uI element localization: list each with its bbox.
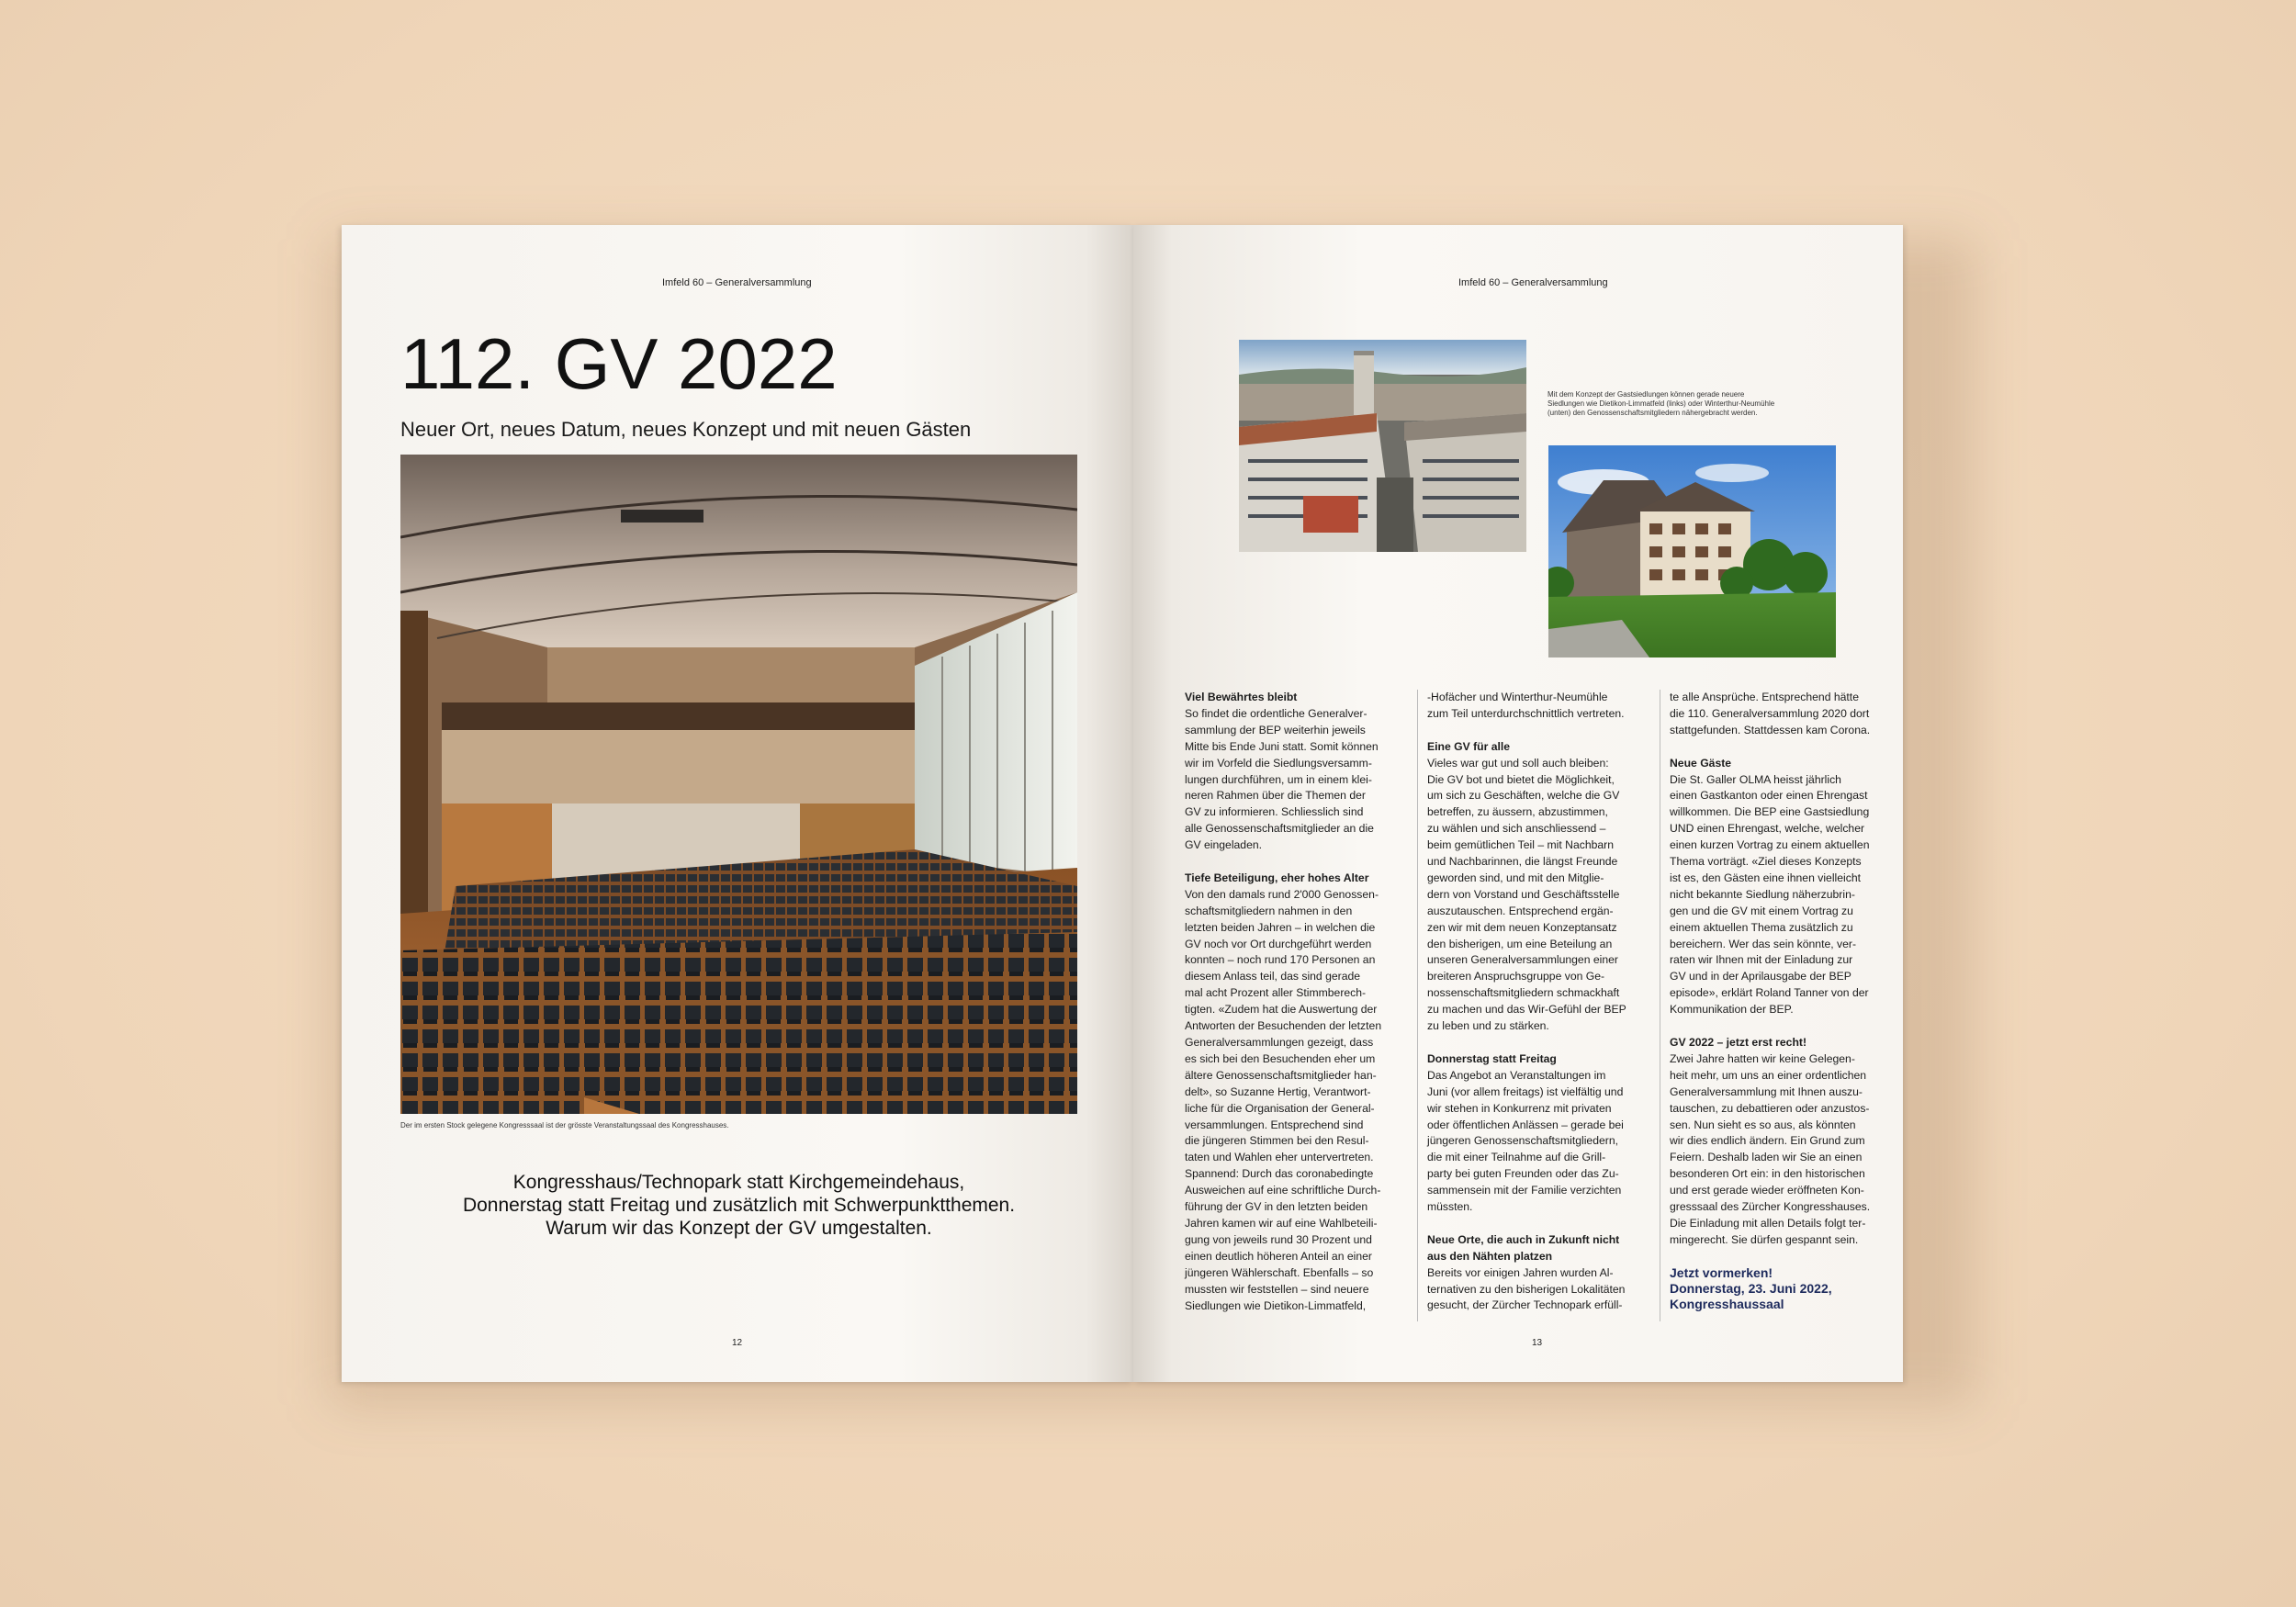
body-text-line: So findet die ordentliche Generalver- [1185,706,1367,720]
body-text-line: und erst gerade wieder eröffneten Kon- [1670,1184,1864,1197]
lead-line: Kongresshaus/Technopark statt Kirchgemeindehaus, [512,1172,965,1193]
body-text-line: schaftsmitgliedern nahmen in den [1185,904,1353,917]
body-text-line: gung von jeweils rund 30 Prozent und [1185,1232,1372,1246]
page-number-right: 13 [1532,1338,1543,1348]
body-text-line: episode», erklärt Roland Tanner von der [1670,986,1869,1000]
section-heading: GV 2022 – jetzt erst recht! [1670,1036,1807,1049]
body-text-line: Ausweichen auf eine schriftliche Durch- [1185,1184,1381,1197]
body-text-line: auszutauschen. Entsprechend ergän- [1427,904,1614,917]
body-text-line: ältere Genossenschaftsmitglieder han- [1185,1068,1377,1082]
body-text-line: Die GV bot und bietet die Möglichkeit, [1427,772,1615,786]
body-text-line: stattgefunden. Stattdessen kam Corona. [1670,723,1871,736]
body-text-line: um sich zu Geschäften, welche die GV [1427,789,1620,803]
body-text-line: GV zu informieren. Schliesslich sind [1185,805,1364,819]
body-text-line: zu wählen und sich anschliessend – [1427,822,1606,836]
save-the-date: Jetzt vormerken! [1670,1264,1773,1280]
body-text-line: Von den damals rund 2'000 Genossen- [1185,887,1379,901]
body-text-line: UND einen Ehrengast, welche, welcher [1670,822,1865,836]
body-text-line: einem aktuellen Thema zusätzlich zu [1670,920,1853,934]
body-text-line: einen Gastkanton oder einen Ehrengast [1670,789,1868,803]
paragraph-gap [1427,723,1657,739]
save-the-date: Kongresshaussaal [1670,1296,1784,1311]
paragraph-gap [1670,739,1899,756]
body-text-line: einen kurzen Vortrag zu einem aktuellen [1670,838,1870,852]
body-text-line: Antworten der Besuchenden der letzten [1185,1019,1382,1033]
section-heading: Neue Orte, die auch in Zukunft nicht [1427,1232,1620,1246]
body-text-line: die jüngeren Stimmen bei den Resul- [1185,1134,1369,1148]
lead-paragraph [400,1171,1077,1240]
congress-hall-photo [400,455,1077,1114]
body-text-line: zu machen und das Wir-Gefühl der BEP [1427,1003,1626,1017]
body-text-line: GV und in der Aprilausgabe der BEP [1670,970,1851,983]
body-text-line: tigten. «Zudem hat die Auswertung der [1185,1003,1378,1017]
body-text-line: zu leben und zu stärken. [1427,1019,1549,1033]
body-text-line: müssten. [1427,1200,1473,1214]
body-text-line: gen und die GV mit einem Vortrag zu [1670,904,1853,917]
body-text-line: oder öffentlichen Anlässen – gerade bei [1427,1118,1624,1131]
body-text-line: sammensein mit der Familie verzichten [1427,1184,1622,1197]
body-text-line: den bisherigen, um eine Beteilung an [1427,937,1613,950]
body-text-line: nossenschaftsmitgliedern schmackhaft [1427,986,1620,1000]
body-text-line: einen deutlich höheren Anteil an einer [1185,1249,1372,1263]
body-text-line: GV eingeladen. [1185,838,1263,852]
body-text-line: raten wir Ihnen mit der Einladung zur [1670,953,1853,967]
section-heading: aus den Nähten platzen [1427,1249,1553,1263]
body-text-line: liche für die Organisation der General- [1185,1101,1375,1115]
body-text-line: führung der GV in den letzten beiden [1185,1200,1368,1214]
lead-line: Warum wir das Konzept der GV umgestalten. [546,1218,932,1239]
body-text-line: unseren Generalversammlungen einer [1427,953,1618,967]
body-text-line: neren Rahmen über die Themen der [1185,789,1366,803]
body-text-line: sammlung der BEP weiterhin jeweils [1185,723,1366,736]
page-title: 112. GV 2022 [400,323,838,404]
residential-building-photo [1548,445,1836,657]
body-text-line: Generalversammlung mit Ihnen auszu- [1670,1084,1863,1098]
running-head-left: Imfeld 60 – Generalversammlung [662,277,812,288]
body-text-line: Spannend: Durch das coronabedingte [1185,1167,1374,1181]
page-number-left: 12 [732,1338,743,1348]
body-text-line: mussten wir feststellen – sind neuere [1185,1282,1369,1296]
lead-line: Donnerstag statt Freitag und zusätzlich mit Schwerpunktthemen. [462,1195,1016,1216]
body-text-line: willkommen. Die BEP eine Gastsiedlung [1670,805,1870,819]
body-text-line: Das Angebot an Veranstaltungen im [1427,1068,1606,1082]
body-text-line: alle Genossenschaftsmitglieder an die [1185,822,1374,836]
body-text-line: lungen durchführen, um in einem klei- [1185,772,1372,786]
body-text-line: sen. Nun sieht es so aus, als könnten [1670,1118,1856,1131]
body-text-line: Jahren kamen wir auf eine Wahlbeteili- [1185,1216,1378,1230]
body-text-line: Kommunikation der BEP. [1670,1003,1794,1017]
right-page [1133,225,1903,1382]
section-heading: Tiefe Beteiligung, eher hohes Alter [1185,871,1369,884]
city-aerial-photo [1239,340,1526,552]
body-text-line: Generalversammlungen gezeigt, dass [1185,1036,1374,1050]
paragraph-gap [1427,1216,1657,1232]
body-text-line: -Hofächer und Winterthur-Neumühle [1427,691,1608,703]
body-text-line: konnten – noch rund 170 Personen an [1185,953,1376,967]
body-text-line: geworden sind, und mit den Mitglie- [1427,871,1604,884]
body-text-line: taten und Wahlen eher untervertreten. [1185,1151,1374,1164]
body-text-line: wir im Vorfeld die Siedlungsversamm- [1185,756,1372,770]
body-text-line: versammlungen. Entsprechend sind [1185,1118,1364,1131]
body-text-line: nicht bekannte Siedlung näherzubrin- [1670,887,1855,901]
save-the-date: Donnerstag, 23. Juni 2022, [1670,1280,1832,1296]
body-text-line: bereichern. Wer das sein könnte, ver- [1670,937,1856,950]
body-text-line: letzten beiden Jahren – in welchen die [1185,920,1376,934]
body-text-line: Zwei Jahre hatten wir keine Gelegen- [1670,1051,1855,1065]
body-text-line: Die Einladung mit allen Details folgt ter- [1670,1216,1866,1230]
body-text-line: Mitte bis Ende Juni statt. Somit können [1185,739,1379,753]
body-text-line: diesem Anlass teil, das sind gerade [1185,970,1361,983]
body-text-line: GV noch vor Ort durchgeführt werden [1185,937,1372,950]
body-text-line: die 110. Generalversammlung 2020 dort [1670,706,1870,720]
body-text-line: Thema vorträgt. «Ziel dieses Konzepts [1670,855,1862,869]
body-text-line: ternativen zu den bisherigen Lokalitäten [1427,1282,1626,1296]
body-text-line: betreffen, zu äussern, abzustimmen, [1427,805,1608,819]
hall-photo-caption: Der im ersten Stock gelegene Kongresssaal ist der grösste Veranstaltungssaal des Kongresshauses. [400,1121,729,1129]
body-text-line: Die St. Galler OLMA heisst jährlich [1670,772,1841,786]
body-text-line: es sich bei den Besuchenden eher um [1185,1051,1376,1065]
photos-caption [1548,390,1851,418]
body-text-line: wir stehen in Konkurrenz mit privaten [1427,1101,1612,1115]
body-text-line: Vieles war gut und soll auch bleiben: [1427,756,1609,770]
paragraph-gap [1185,854,1414,871]
section-heading: Eine GV für alle [1427,739,1511,753]
caption-line: Mit dem Konzept der Gastsiedlungen können gerade neuere [1548,390,1745,399]
column-rule [1417,690,1418,1321]
body-text-line: mingerecht. Sie dürfen gespannt sein. [1670,1232,1859,1246]
article-column-2 [1427,690,1657,1314]
left-page [342,225,1133,1382]
body-text-line: delt», so Suzanne Hertig, Verantwort- [1185,1084,1371,1098]
body-text-line: beim gemütlichen Teil – mit Nachbarn [1427,838,1614,852]
body-text-line: te alle Ansprüche. Entsprechend hätte [1670,691,1859,703]
body-text-line: Bereits vor einigen Jahren wurden Al- [1427,1265,1614,1279]
section-heading: Donnerstag statt Freitag [1427,1051,1557,1065]
body-text-line: zum Teil unterdurchschnittlich vertreten. [1427,706,1625,720]
section-heading: Viel Bewährtes bleibt [1185,691,1298,703]
body-text-line: mal acht Prozent aller Stimmberech- [1185,986,1367,1000]
paragraph-gap [1670,1018,1899,1035]
body-text-line: und Nachbarinnen, die längst Freunde [1427,855,1618,869]
body-text-line: heit mehr, um uns an einer ordentlichen [1670,1068,1867,1082]
body-text-line: ist es, den Gästen eine ihnen vielleicht [1670,871,1861,884]
body-text-line: party bei guten Freunden oder das Zu- [1427,1167,1619,1181]
paragraph-gap [1427,1035,1657,1051]
body-text-line: besonderen Ort ein: in den historischen [1670,1167,1865,1181]
body-text-line: breiteren Anspruchsgruppe von Ge- [1427,970,1605,983]
body-text-line: Siedlungen wie Dietikon-Limmatfeld, [1185,1298,1367,1312]
page-subtitle: Neuer Ort, neues Datum, neues Konzept und mit neuen Gästen [400,418,972,441]
article-column-3 [1670,690,1899,1312]
body-text-line: wir dies endlich ändern. Ein Grund zum [1670,1134,1865,1148]
caption-line: Siedlungen wie Dietikon-Limmatfeld (links) oder Winterthur-Neumühle [1548,399,1775,408]
body-text-line: die mit einer Teilnahme auf die Grill- [1427,1151,1606,1164]
paragraph-gap [1670,1249,1899,1265]
running-head-right: Imfeld 60 – Generalversammlung [1458,277,1608,288]
body-text-line: tauschen, zu debattieren oder anzustos- [1670,1101,1870,1115]
body-text-line: jüngeren Genossenschaftsmitgliedern, [1427,1134,1618,1148]
body-text-line: Juni (vor allem freitags) ist vielfältig und [1427,1084,1624,1098]
body-text-line: dern von Vorstand und Geschäftsstelle [1427,887,1620,901]
body-text-line: zen wir mit dem neuen Konzeptansatz [1427,920,1617,934]
body-text-line: gesucht, der Zürcher Technopark erfüll- [1427,1298,1623,1312]
section-heading: Neue Gäste [1670,756,1732,770]
body-text-line: gresssaal des Zürcher Kongresshauses. [1670,1200,1871,1214]
caption-line: (unten) den Genossenschaftsmitgliedern nähergebracht werden. [1548,409,1758,417]
article-column-1 [1185,690,1414,1314]
body-text-line: jüngeren Wählerschaft. Ebenfalls – so [1185,1265,1374,1279]
body-text-line: Feiern. Deshalb laden wir Sie an einen [1670,1151,1863,1164]
